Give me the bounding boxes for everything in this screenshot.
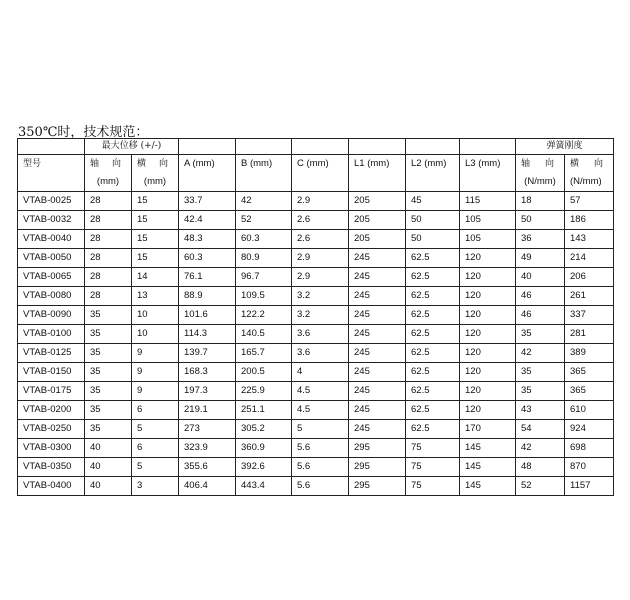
table-row <box>18 420 614 439</box>
lateral-displacement-cell: 5 <box>132 420 179 439</box>
l3-cell: 120 <box>460 249 516 268</box>
table-row <box>18 325 614 344</box>
b-header: B (mm) <box>236 155 292 174</box>
l2-cell: 62.5 <box>406 382 460 401</box>
l2-cell: 62.5 <box>406 344 460 363</box>
lateral-displacement-cell: 6 <box>132 401 179 420</box>
lateral-stiffness-cell: 365 <box>565 382 614 401</box>
l3-cell: 120 <box>460 325 516 344</box>
a-cell: 273 <box>179 420 236 439</box>
model-cell: VTAB-0250 <box>18 420 85 439</box>
l2-cell: 62.5 <box>406 363 460 382</box>
lateral-stiffness-cell: 389 <box>565 344 614 363</box>
l1-cell: 205 <box>349 230 406 249</box>
l3-cell: 120 <box>460 344 516 363</box>
a-cell: 355.6 <box>179 458 236 477</box>
lateral-displacement-cell: 9 <box>132 363 179 382</box>
header-empty-cell <box>292 173 349 192</box>
model-cell: VTAB-0200 <box>18 401 85 420</box>
c-cell: 3.6 <box>292 325 349 344</box>
axial-displacement-cell: 28 <box>85 287 132 306</box>
b-cell: 122.2 <box>236 306 292 325</box>
header-empty-cell <box>236 139 292 155</box>
header-empty-cell <box>179 173 236 192</box>
header-row-units <box>18 173 614 192</box>
model-cell: VTAB-0032 <box>18 211 85 230</box>
model-cell: VTAB-0025 <box>18 192 85 211</box>
axial-stiffness-cell: 18 <box>516 192 565 211</box>
axial-stiffness-cell: 40 <box>516 268 565 287</box>
lateral-displacement-cell: 15 <box>132 192 179 211</box>
b-cell: 251.1 <box>236 401 292 420</box>
lateral-stiffness-cell: 186 <box>565 211 614 230</box>
lateral-stiffness-cell: 870 <box>565 458 614 477</box>
lateral-stiffness-cell: 924 <box>565 420 614 439</box>
b-cell: 109.5 <box>236 287 292 306</box>
axial-displacement-cell: 35 <box>85 325 132 344</box>
axial-displacement-cell: 28 <box>85 249 132 268</box>
l1-cell: 245 <box>349 382 406 401</box>
l2-cell: 45 <box>406 192 460 211</box>
table-row <box>18 458 614 477</box>
l1-cell: 245 <box>349 363 406 382</box>
c-cell: 2.6 <box>292 230 349 249</box>
axial-displacement-cell: 28 <box>85 268 132 287</box>
c-cell: 5 <box>292 420 349 439</box>
b-cell: 96.7 <box>236 268 292 287</box>
axial-stiffness-cell: 50 <box>516 211 565 230</box>
lateral-unit: (mm) <box>132 173 179 192</box>
model-cell: VTAB-0400 <box>18 477 85 496</box>
lateral-stiffness-unit: (N/mm) <box>565 173 614 192</box>
axial-stiffness-cell: 52 <box>516 477 565 496</box>
a-cell: 406.4 <box>179 477 236 496</box>
axial-stiffness-cell: 42 <box>516 439 565 458</box>
axial-char-1: 轴 <box>521 159 531 169</box>
lateral-stiffness-cell: 214 <box>565 249 614 268</box>
b-cell: 360.9 <box>236 439 292 458</box>
l3-header: L3 (mm) <box>460 155 516 174</box>
c-cell: 5.6 <box>292 477 349 496</box>
l3-cell: 120 <box>460 401 516 420</box>
b-cell: 443.4 <box>236 477 292 496</box>
a-cell: 323.9 <box>179 439 236 458</box>
l3-cell: 105 <box>460 230 516 249</box>
a-cell: 48.3 <box>179 230 236 249</box>
axial-displacement-cell: 40 <box>85 477 132 496</box>
b-cell: 305.2 <box>236 420 292 439</box>
c-cell: 3.2 <box>292 306 349 325</box>
header-row-columns <box>18 155 614 174</box>
header-empty-cell <box>236 173 292 192</box>
table-row <box>18 306 614 325</box>
axial-stiffness-unit: (N/mm) <box>516 173 565 192</box>
axial-stiffness-cell: 42 <box>516 344 565 363</box>
c-header: C (mm) <box>292 155 349 174</box>
lateral-stiffness-header <box>565 155 614 174</box>
model-cell: VTAB-0065 <box>18 268 85 287</box>
l2-header: L2 (mm) <box>406 155 460 174</box>
axial-char-2: 向 <box>544 159 554 169</box>
l1-cell: 205 <box>349 211 406 230</box>
a-cell: 101.6 <box>179 306 236 325</box>
a-cell: 88.9 <box>179 287 236 306</box>
axial-stiffness-cell: 54 <box>516 420 565 439</box>
axial-displacement-cell: 28 <box>85 230 132 249</box>
model-cell: VTAB-0350 <box>18 458 85 477</box>
lateral-char-1: 横 <box>570 159 580 169</box>
lateral-stiffness-cell: 281 <box>565 325 614 344</box>
axial-stiffness-cell: 48 <box>516 458 565 477</box>
c-cell: 2.6 <box>292 211 349 230</box>
axial-displacement-cell: 40 <box>85 439 132 458</box>
lateral-displacement-cell: 13 <box>132 287 179 306</box>
axial-displacement-cell: 40 <box>85 458 132 477</box>
l3-cell: 120 <box>460 287 516 306</box>
l2-cell: 62.5 <box>406 401 460 420</box>
lateral-displacement-cell: 15 <box>132 249 179 268</box>
c-cell: 5.6 <box>292 458 349 477</box>
max-displacement-header: 最大位移 (+/-) <box>85 139 179 155</box>
l2-cell: 62.5 <box>406 287 460 306</box>
header-empty-cell <box>179 139 236 155</box>
b-cell: 42 <box>236 192 292 211</box>
a-cell: 114.3 <box>179 325 236 344</box>
table-row <box>18 192 614 211</box>
l1-cell: 245 <box>349 420 406 439</box>
model-cell: VTAB-0080 <box>18 287 85 306</box>
b-cell: 392.6 <box>236 458 292 477</box>
table-row <box>18 230 614 249</box>
lateral-stiffness-cell: 337 <box>565 306 614 325</box>
lateral-char-1: 横 <box>137 159 147 169</box>
lateral-char-2: 向 <box>158 159 168 169</box>
l1-cell: 245 <box>349 325 406 344</box>
table-row <box>18 401 614 420</box>
c-cell: 5.6 <box>292 439 349 458</box>
model-header: 型号 <box>18 155 85 174</box>
c-cell: 4.5 <box>292 382 349 401</box>
l1-cell: 245 <box>349 268 406 287</box>
l1-cell: 295 <box>349 439 406 458</box>
l1-cell: 245 <box>349 249 406 268</box>
l3-cell: 120 <box>460 363 516 382</box>
l1-cell: 295 <box>349 458 406 477</box>
table-row <box>18 477 614 496</box>
lateral-displacement-cell: 3 <box>132 477 179 496</box>
l1-cell: 205 <box>349 192 406 211</box>
lateral-displacement-cell: 10 <box>132 306 179 325</box>
c-cell: 2.9 <box>292 192 349 211</box>
c-cell: 2.9 <box>292 249 349 268</box>
axial-char-1: 轴 <box>90 159 100 169</box>
axial-displacement-cell: 35 <box>85 306 132 325</box>
header-empty-cell <box>460 139 516 155</box>
model-cell: VTAB-0175 <box>18 382 85 401</box>
lateral-displacement-cell: 10 <box>132 325 179 344</box>
l3-cell: 170 <box>460 420 516 439</box>
axial-stiffness-cell: 35 <box>516 382 565 401</box>
table-row <box>18 382 614 401</box>
l2-cell: 62.5 <box>406 325 460 344</box>
axial-stiffness-header <box>516 155 565 174</box>
lateral-displacement-cell: 15 <box>132 211 179 230</box>
axial-stiffness-cell: 46 <box>516 287 565 306</box>
lateral-displacement-cell: 9 <box>132 382 179 401</box>
axial-char-2: 向 <box>111 159 121 169</box>
lateral-stiffness-cell: 365 <box>565 363 614 382</box>
spec-table <box>17 138 614 496</box>
lateral-stiffness-cell: 206 <box>565 268 614 287</box>
header-empty-cell <box>18 173 85 192</box>
l2-cell: 50 <box>406 211 460 230</box>
axial-displacement-cell: 35 <box>85 420 132 439</box>
axial-displacement-cell: 28 <box>85 192 132 211</box>
b-cell: 140.5 <box>236 325 292 344</box>
axial-displacement-cell: 35 <box>85 344 132 363</box>
model-cell: VTAB-0040 <box>18 230 85 249</box>
l3-cell: 120 <box>460 306 516 325</box>
l3-cell: 120 <box>460 268 516 287</box>
lateral-stiffness-cell: 261 <box>565 287 614 306</box>
c-cell: 3.2 <box>292 287 349 306</box>
a-cell: 42.4 <box>179 211 236 230</box>
l3-cell: 115 <box>460 192 516 211</box>
model-cell: VTAB-0150 <box>18 363 85 382</box>
l3-cell: 120 <box>460 382 516 401</box>
l2-cell: 62.5 <box>406 268 460 287</box>
axial-stiffness-cell: 46 <box>516 306 565 325</box>
axial-displacement-cell: 35 <box>85 401 132 420</box>
axial-stiffness-cell: 43 <box>516 401 565 420</box>
axial-stiffness-cell: 36 <box>516 230 565 249</box>
l1-header: L1 (mm) <box>349 155 406 174</box>
header-empty-cell <box>406 173 460 192</box>
table-row <box>18 211 614 230</box>
lateral-displacement-cell: 5 <box>132 458 179 477</box>
table-row <box>18 363 614 382</box>
l1-cell: 245 <box>349 401 406 420</box>
model-cell: VTAB-0125 <box>18 344 85 363</box>
l2-cell: 75 <box>406 458 460 477</box>
l2-cell: 75 <box>406 477 460 496</box>
lateral-stiffness-cell: 57 <box>565 192 614 211</box>
c-cell: 3.6 <box>292 344 349 363</box>
l1-cell: 245 <box>349 287 406 306</box>
b-cell: 60.3 <box>236 230 292 249</box>
header-empty-cell <box>349 173 406 192</box>
l2-cell: 50 <box>406 230 460 249</box>
lateral-stiffness-cell: 1157 <box>565 477 614 496</box>
table-row <box>18 344 614 363</box>
b-cell: 80.9 <box>236 249 292 268</box>
l1-cell: 295 <box>349 477 406 496</box>
l3-cell: 105 <box>460 211 516 230</box>
table-row <box>18 249 614 268</box>
lateral-char-2: 向 <box>594 159 604 169</box>
lateral-stiffness-cell: 143 <box>565 230 614 249</box>
model-cell: VTAB-0100 <box>18 325 85 344</box>
axial-displacement-cell: 35 <box>85 363 132 382</box>
model-cell: VTAB-0050 <box>18 249 85 268</box>
axial-stiffness-cell: 35 <box>516 325 565 344</box>
a-cell: 60.3 <box>179 249 236 268</box>
header-empty-cell <box>18 139 85 155</box>
a-cell: 197.3 <box>179 382 236 401</box>
header-empty-cell <box>406 139 460 155</box>
table-row <box>18 268 614 287</box>
l3-cell: 145 <box>460 439 516 458</box>
a-cell: 139.7 <box>179 344 236 363</box>
lateral-stiffness-cell: 698 <box>565 439 614 458</box>
c-cell: 4.5 <box>292 401 349 420</box>
c-cell: 4 <box>292 363 349 382</box>
model-cell: VTAB-0090 <box>18 306 85 325</box>
spring-stiffness-header: 弹簧刚度 <box>516 139 614 155</box>
header-empty-cell <box>292 139 349 155</box>
a-header: A (mm) <box>179 155 236 174</box>
a-cell: 168.3 <box>179 363 236 382</box>
l1-cell: 245 <box>349 306 406 325</box>
axial-unit: (mm) <box>85 173 132 192</box>
lateral-displacement-cell: 9 <box>132 344 179 363</box>
header-empty-cell <box>460 173 516 192</box>
table-row <box>18 287 614 306</box>
header-row-group <box>18 139 614 155</box>
l3-cell: 145 <box>460 477 516 496</box>
table-row <box>18 439 614 458</box>
b-cell: 200.5 <box>236 363 292 382</box>
lateral-displacement-cell: 15 <box>132 230 179 249</box>
axial-displacement-header <box>85 155 132 174</box>
l2-cell: 75 <box>406 439 460 458</box>
axial-displacement-cell: 28 <box>85 211 132 230</box>
l3-cell: 145 <box>460 458 516 477</box>
model-cell: VTAB-0300 <box>18 439 85 458</box>
b-cell: 52 <box>236 211 292 230</box>
page-title: 350℃时，技术规范： <box>18 125 149 140</box>
l2-cell: 62.5 <box>406 420 460 439</box>
a-cell: 76.1 <box>179 268 236 287</box>
axial-stiffness-cell: 49 <box>516 249 565 268</box>
l2-cell: 62.5 <box>406 249 460 268</box>
lateral-displacement-cell: 14 <box>132 268 179 287</box>
axial-stiffness-cell: 35 <box>516 363 565 382</box>
axial-displacement-cell: 35 <box>85 382 132 401</box>
header-empty-cell <box>349 139 406 155</box>
lateral-stiffness-cell: 610 <box>565 401 614 420</box>
a-cell: 219.1 <box>179 401 236 420</box>
lateral-displacement-header <box>132 155 179 174</box>
l1-cell: 245 <box>349 344 406 363</box>
a-cell: 33.7 <box>179 192 236 211</box>
b-cell: 165.7 <box>236 344 292 363</box>
l2-cell: 62.5 <box>406 306 460 325</box>
b-cell: 225.9 <box>236 382 292 401</box>
lateral-displacement-cell: 6 <box>132 439 179 458</box>
c-cell: 2.9 <box>292 268 349 287</box>
